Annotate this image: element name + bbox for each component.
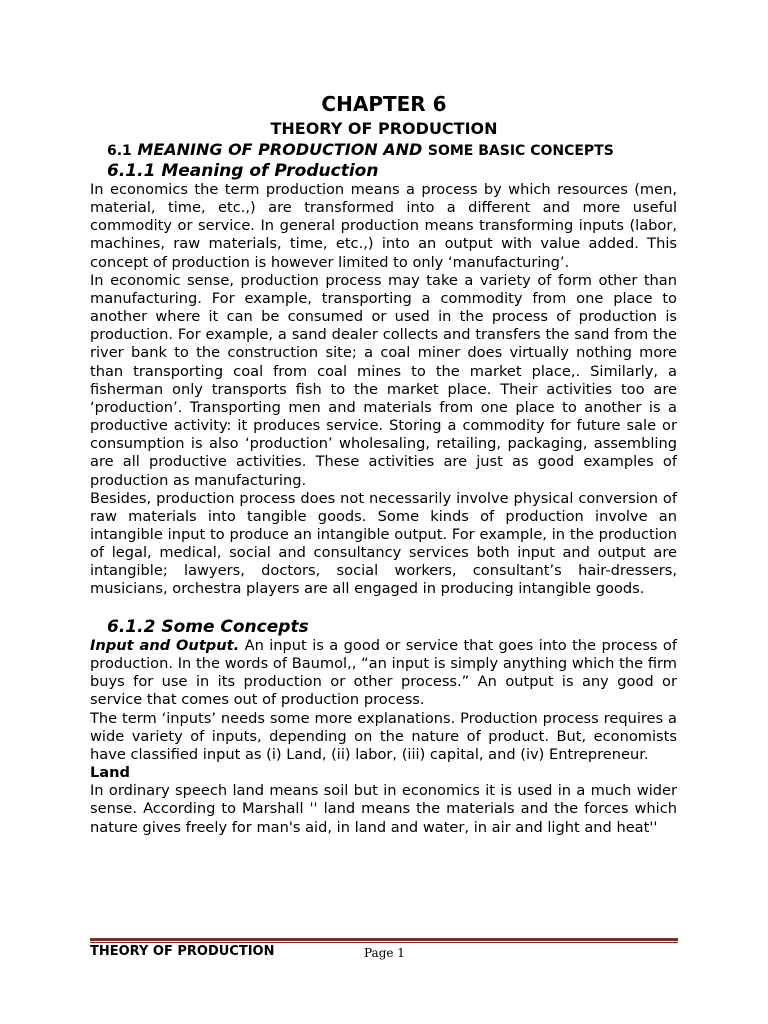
section-title-italic: MEANING OF PRODUCTION AND <box>137 140 423 159</box>
subsection-6-1-1-body <box>90 181 677 599</box>
footer-page-number: Page 1 <box>364 946 405 960</box>
subsection-6-1-1-heading: 6.1.1 Meaning of Production <box>107 161 379 181</box>
paragraph: In economics the term production means a process by which resources (men, material, time, etc.,) are transformed into a different and more useful commodity or service. In general production means transforming inputs (labor, machines, raw materials, time, etc.,) into an output with value added. This concept of production is however limited to only ‘manufacturing’. <box>90 181 677 271</box>
paragraph: Besides, production process does not necessarily involve physical conversion of raw materials into tangible goods. Some kinds of production involve an intangible input to produce an intangible output. For example, in the production of legal, medical, social and consultancy services both input and output are intangible; lawyers, doctors, social workers, consultant’s hair-dressers, musicians, orchestra players are all engaged in producing intangible goods. <box>90 489 677 598</box>
section-6-1-heading <box>107 140 727 161</box>
footer-rule-thick <box>90 938 678 941</box>
paragraph-inputs: The term ‘inputs’ needs some more explanations. Production process requires a wide variety of inputs, depending on the nature of product. But, economists have classified input as (i) Land, (ii) labor, (iii) capital, and (iv) Entrepreneur. <box>90 709 677 763</box>
paragraph-land: In ordinary speech land means soil but in economics it is used in a much wider sense. According to Marshall '' land means the materials and the forces which nature gives freely for man's aid, in land and water, in air and light and heat'' <box>90 782 677 836</box>
section-title-caps: SOME BASIC CONCEPTS <box>427 143 614 159</box>
paragraph: In economic sense, production process may take a variety of form other than manufacturing. For example, transporting a commodity from one place to another where it can be consumed or used in the process of production is production. For example, a sand dealer collects and transfers the sand from the river bank to the construction site; a coal miner does virtually nothing more than transporting coal from coal mines to the market place,. Similarly, a fisherman only transports fish to the market place. Their activities too are ‘production’. Transporting men and materials from one place to another is a productive activity: it produces service. Storing a commodity for future sale or consumption is also ‘production’ wholesaling, retailing, packaging, assembling are all productive activities. These activities are just as good examples of production as manufacturing. <box>90 271 677 489</box>
land-heading: Land <box>90 764 130 782</box>
section-number: 6.1 <box>107 143 132 159</box>
footer-title: THEORY OF PRODUCTION <box>90 944 275 959</box>
paragraph-input-output <box>90 637 677 710</box>
input-output-lead: Input and Output. <box>90 637 240 654</box>
subsection-6-1-2-heading: 6.1.2 Some Concepts <box>107 617 309 637</box>
subsection-6-1-2-body <box>90 637 677 837</box>
chapter-title: THEORY OF PRODUCTION <box>270 119 498 138</box>
input-output-text: An input is a good or service that goes into the process of production. In the words of Baumol,, “an input is simply anything which the firm buys for use in its production or other process.” An output is any good or service that comes out of production process. <box>90 637 678 709</box>
chapter-heading: CHAPTER 6 <box>321 92 447 116</box>
